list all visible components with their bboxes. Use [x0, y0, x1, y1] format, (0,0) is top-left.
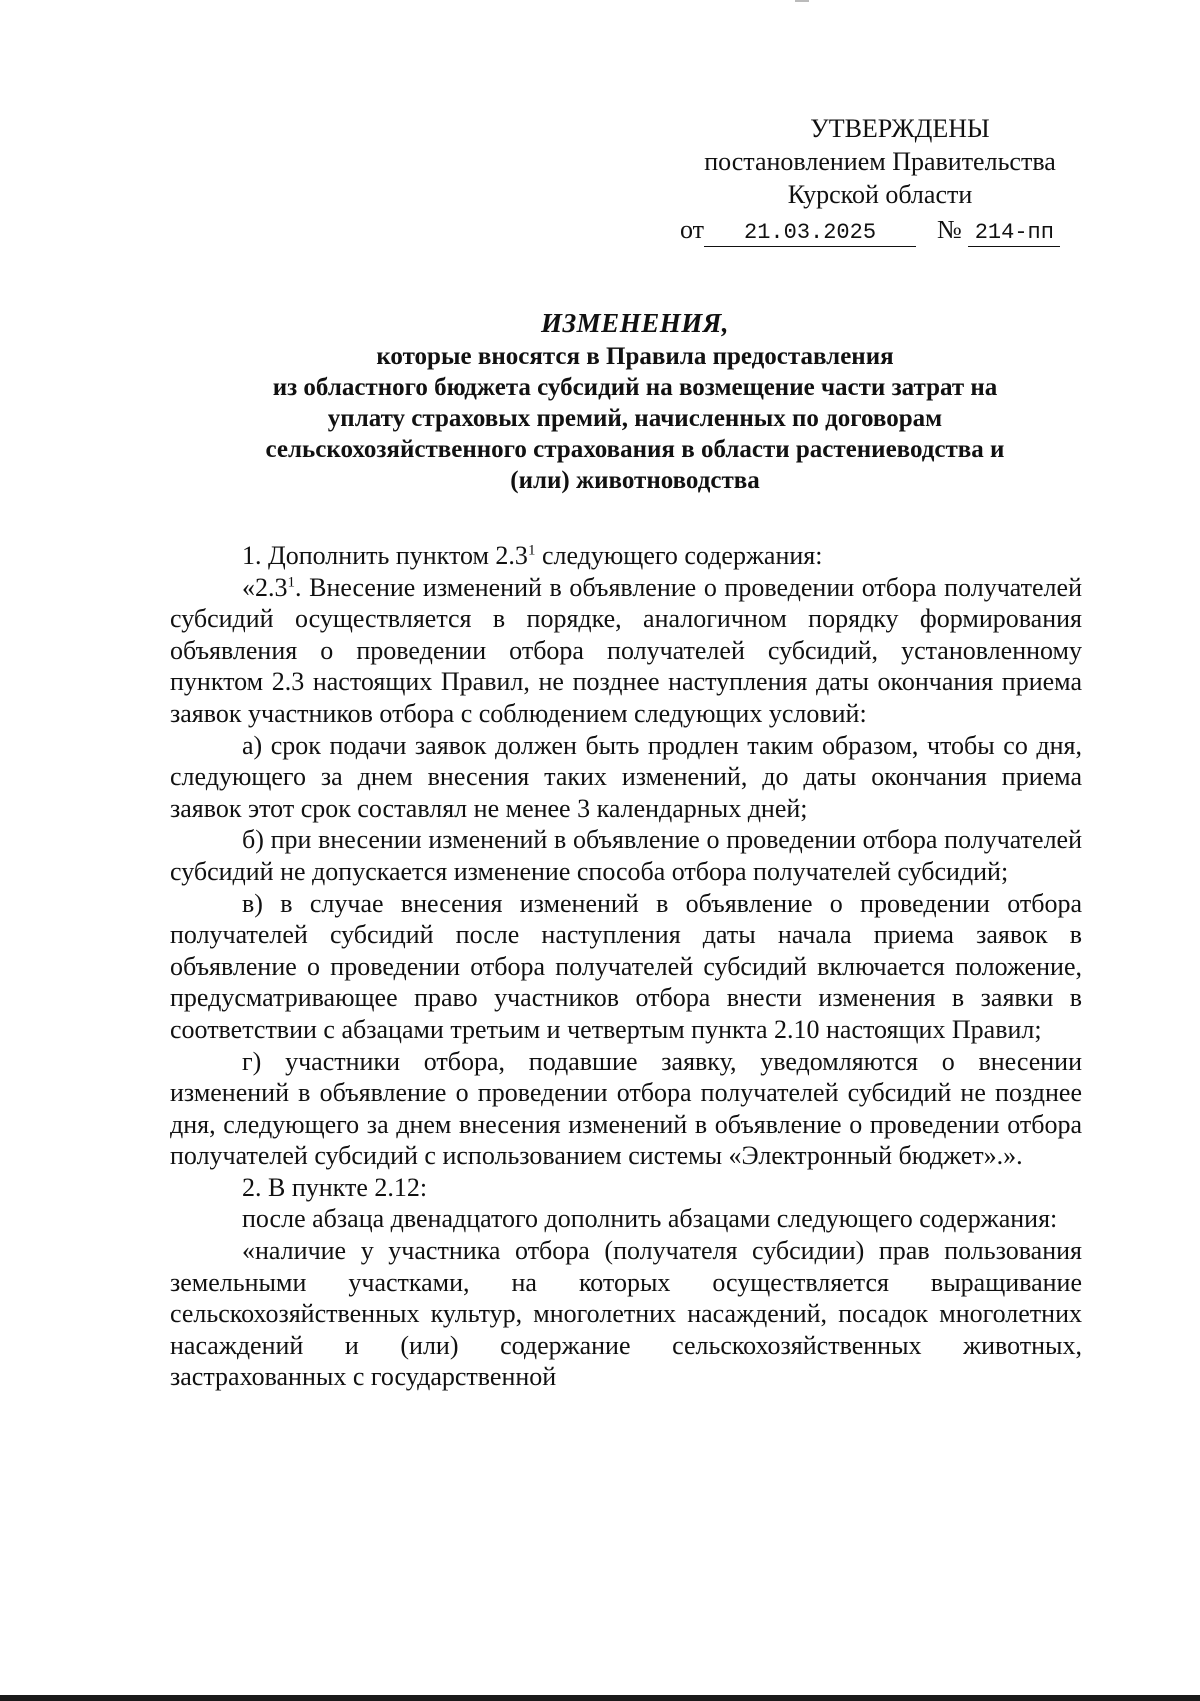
title-line: (или) животноводства	[510, 467, 760, 494]
approval-decree: постановлением Правительства	[704, 147, 1056, 176]
approval-date: 21.03.2025	[744, 220, 877, 245]
paragraph-after-abzats: после абзаца двенадцатого дополнить абзацами следующего содержания:	[242, 1204, 1058, 1234]
title-line: уплату страховых премий, начисленных по договорам	[327, 405, 943, 432]
subitem-b: б) при внесении изменений в объявление о проведении отбора получателей субсидий не допускается изменение способа отбора получателей субсидий;	[170, 825, 1082, 886]
paragraph-2-3-1: «$2.3^1$. Внесение изменений в объявление о проведении отбора получателей субсидий осуществляется в порядке, аналогичном порядку формирования объявления о проведении отбора получателей субсидий, установленному пунктом 2.3 настоящих Правил, не позднее наступления даты окончания приема заявок участников отбора с соблюдением следующих условий:	[170, 572, 1082, 728]
title-main: ИЗМЕНЕНИЯ,	[540, 308, 730, 338]
number-prefix: №	[937, 215, 962, 244]
title-line: сельскохозяйственного страхования в области растениеводства и	[265, 436, 1005, 463]
approval-date-line	[680, 213, 1120, 247]
document-body	[170, 540, 1082, 1393]
subitem-v: в) в случае внесения изменений в объявление о проведении отбора получателей субсидий после наступления даты начала приема заявок в объявление о проведении отбора получателей субсидий включается положение, предусматривающее право участников отбора внести изменения в заявки в соответствии с абзацами третьим и четвертым пункта 2.10 настоящих Правил;	[170, 888, 1082, 1044]
scan-bottom-edge	[0, 1695, 1200, 1701]
paragraph-2: 2. В пункте 2.12:	[242, 1172, 428, 1202]
approval-number: 214-пп	[974, 220, 1054, 245]
approval-title: УТВЕРЖДЕНЫ	[810, 114, 990, 143]
subitem-g: г) участники отбора, подавшие заявку, уведомляются о внесении изменений в объявление о проведении отбора получателей субсидий не позднее дня, следующего за днем внесения изменений в объявление о проведении отбора получателей субсидий с использованием системы «Электронный бюджет».».	[170, 1046, 1082, 1171]
approval-stamp	[660, 112, 1100, 245]
scan-mark	[795, 0, 809, 2]
paragraph-1: 1. Дополнить пунктом $2.3^1$ следующего содержания:	[242, 541, 823, 570]
title-line: которые вносятся в Правила предоставления	[376, 343, 894, 370]
date-prefix: от	[680, 215, 705, 244]
subitem-a: а) срок подачи заявок должен быть продлен таким образом, чтобы со дня, следующего за днем внесения таких изменений, до даты окончания приема заявок этот срок составлял не менее 3 календарных дней;	[170, 730, 1082, 823]
title-line: из областного бюджета субсидий на возмещение части затрат на	[272, 374, 998, 401]
document-title	[170, 308, 1100, 496]
approval-region: Курской области	[787, 180, 973, 209]
paragraph-nalichie: «наличие у участника отбора (получателя субсидии) прав пользования земельными участками, на которых осуществляется выращивание сельскохозяйственных культур, многолетних насаждений, посадок многолетних насаждений и (или) содержание сельскохозяйственных животных, застрахованных с государственной	[170, 1236, 1082, 1392]
